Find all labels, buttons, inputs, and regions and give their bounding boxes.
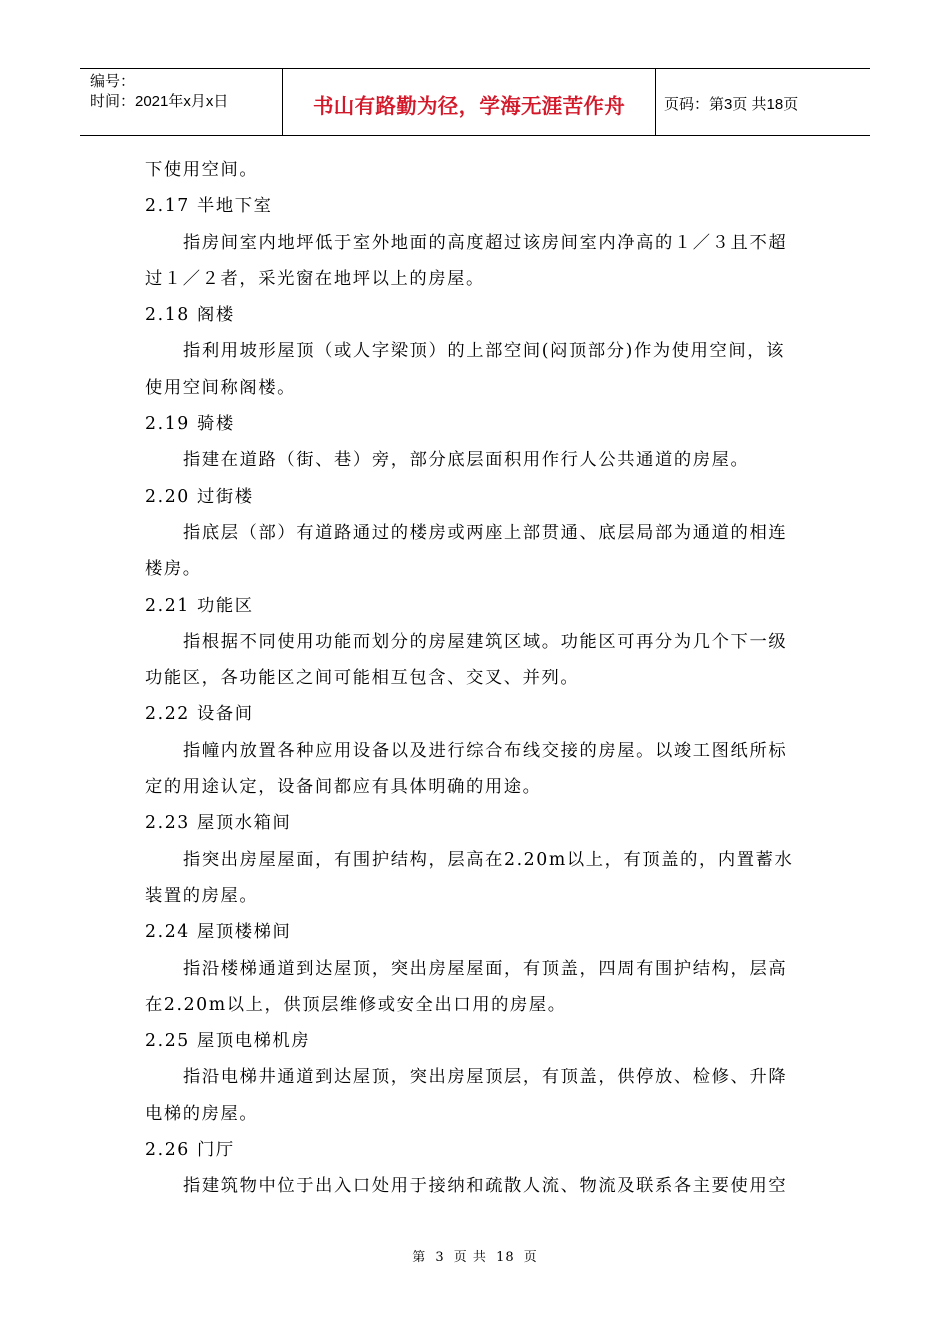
body-line: 功能区，各功能区之间可能相互包含、交叉、并列。 <box>145 668 580 689</box>
header-right-cell <box>656 69 870 135</box>
body-line: 指建筑物中位于出入口处用于接纳和疏散人流、物流及联系各主要使用空 <box>183 1176 788 1197</box>
page-header <box>80 68 870 136</box>
body-line: 电梯的房屋。 <box>145 1103 259 1124</box>
section-heading: 2.17 半地下室 <box>145 196 273 217</box>
header-middle-cell <box>282 69 656 135</box>
section-heading: 2.18 阁楼 <box>145 305 235 326</box>
section-heading: 2.26 门厅 <box>145 1140 235 1161</box>
document-number-label: 编号： <box>90 73 136 90</box>
body-line: 楼房。 <box>145 559 202 580</box>
document-body <box>145 152 810 1205</box>
body-line: 指房间室内地坪低于室外地面的高度超过该房间室内净高的１／３且不超 <box>183 232 788 253</box>
body-line: 指利用坡形屋顶（或人字梁顶）的上部空间(闷顶部分)作为使用空间，该 <box>183 341 786 362</box>
footer-total-pages: 18 <box>496 1250 515 1265</box>
footer-current-page: 3 <box>435 1250 445 1265</box>
section-heading: 2.22 设备间 <box>145 704 254 725</box>
body-line: 过１／２者，采光窗在地坪以上的房屋。 <box>145 268 485 289</box>
header-motto: 书山有路勤为径，学海无涯苦作舟 <box>313 94 625 118</box>
footer-suffix: 页 <box>523 1250 538 1265</box>
body-line: 下使用空间。 <box>145 160 259 180</box>
body-line: 定的用途认定，设备间都应有具体明确的用途。 <box>145 777 542 798</box>
header-left-cell <box>80 69 282 135</box>
body-line: 在2.20m以上，供顶层维修或安全出口用的房屋。 <box>145 994 567 1015</box>
document-date: 时间：2021年x月x日 <box>90 93 229 110</box>
section-heading: 2.19 骑楼 <box>145 414 235 435</box>
section-heading: 2.23 屋顶水箱间 <box>145 813 292 834</box>
section-heading: 2.21 功能区 <box>145 595 254 616</box>
footer-prefix: 第 <box>412 1250 427 1265</box>
section-heading: 2.24 屋顶楼梯间 <box>145 922 292 943</box>
body-line: 指底层（部）有道路通过的楼房或两座上部贯通、底层局部为通道的相连 <box>183 522 788 543</box>
page-footer <box>0 1246 950 1265</box>
body-line: 指突出房屋屋面，有围护结构，层高在2.20m以上，有顶盖的，内置蓄水 <box>183 849 794 870</box>
body-line: 指沿电梯井通道到达屋顶，突出房屋顶层，有顶盖，供停放、检修、升降 <box>183 1067 788 1088</box>
body-line: 指根据不同使用功能而划分的房屋建筑区域。功能区可再分为几个下一级 <box>183 631 788 652</box>
body-line: 装置的房屋。 <box>145 885 259 906</box>
body-line: 指幢内放置各种应用设备以及进行综合布线交接的房屋。以竣工图纸所标 <box>183 740 788 761</box>
section-heading: 2.20 过街楼 <box>145 486 254 507</box>
body-line: 指沿楼梯通道到达屋顶，突出房屋屋面，有顶盖，四周有围护结构，层高 <box>183 958 788 979</box>
body-line: 使用空间称阁楼。 <box>145 377 297 398</box>
body-line: 指建在道路（街、巷）旁，部分底层面积用作行人公共通道的房屋。 <box>183 450 750 471</box>
footer-middle: 页 共 <box>453 1250 487 1265</box>
section-heading: 2.25 屋顶电梯机房 <box>145 1031 311 1052</box>
header-page-info: 页码：第3页 共18页 <box>664 95 799 113</box>
